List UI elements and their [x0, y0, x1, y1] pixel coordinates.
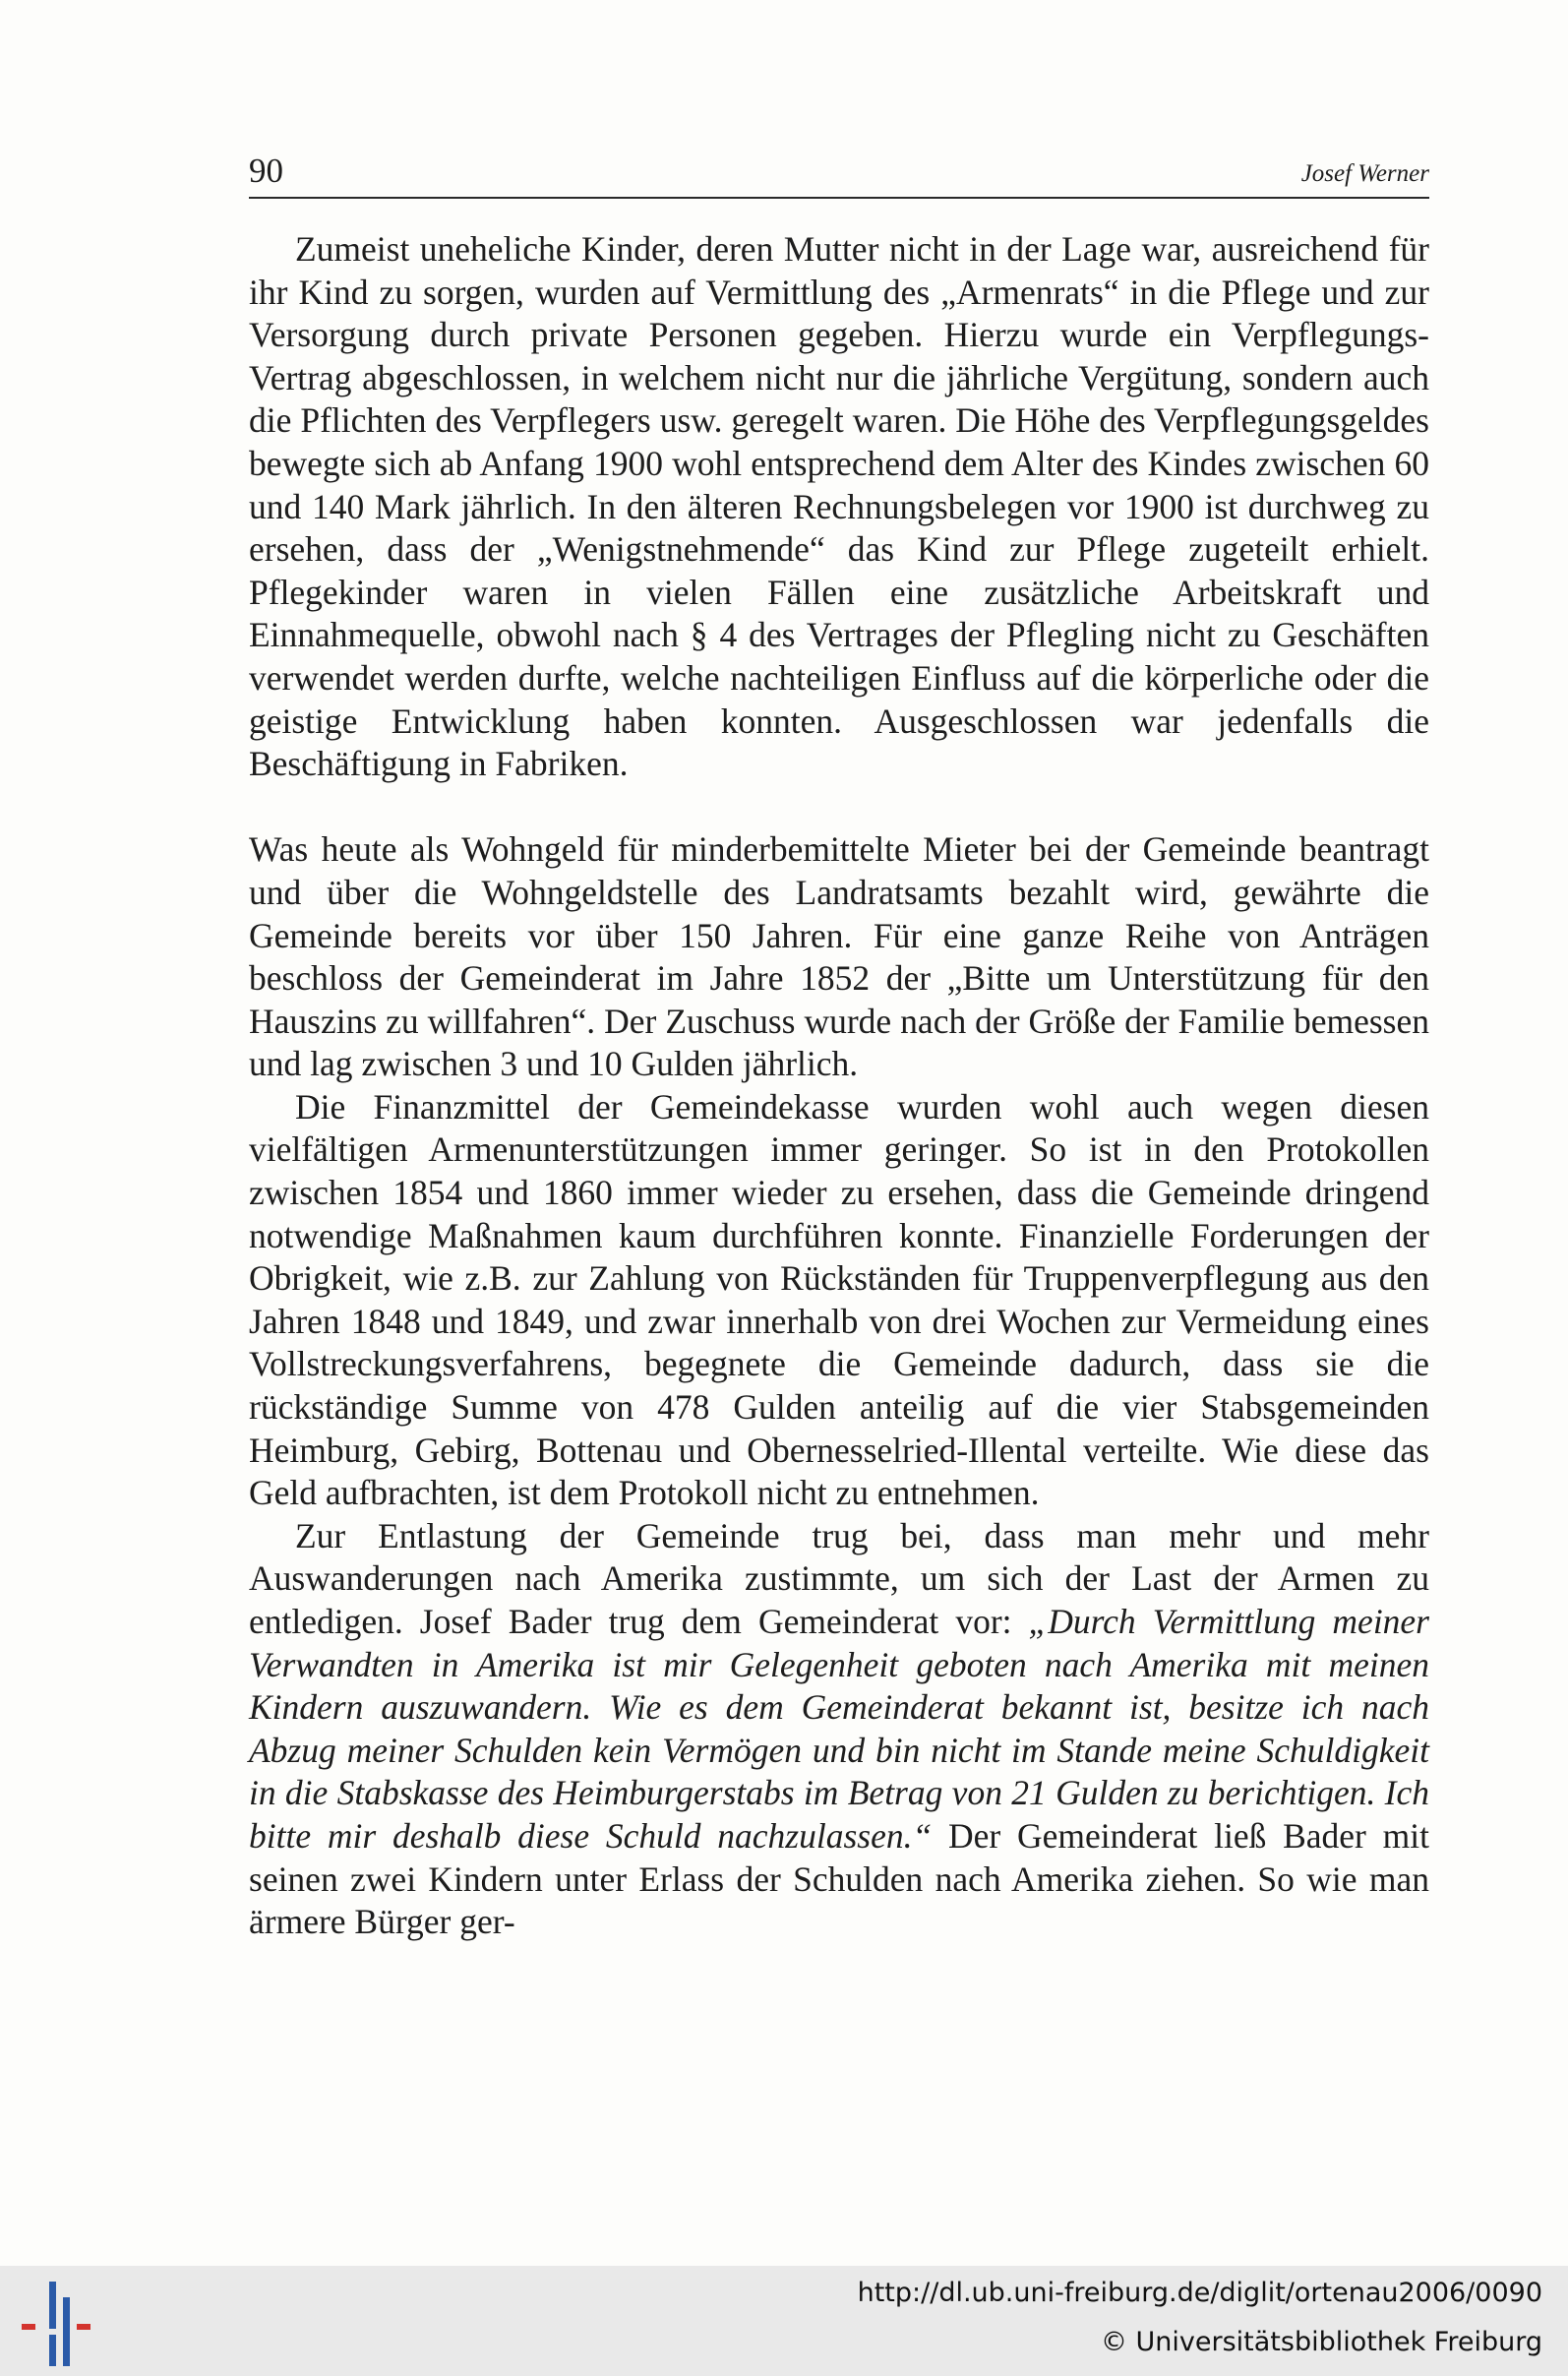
page-number: 90 — [249, 152, 283, 190]
running-head-author: Josef Werner — [1300, 160, 1429, 187]
copyright-notice: © Universitätsbibliothek Freiburg — [1100, 2327, 1542, 2357]
paragraph-emigration — [249, 1515, 1429, 1944]
emigration-outcome: Der Gemeinderat ließ Bader mit seinen zwei Kindern unter Erlass der Schulden nach Amerika ziehen. So wie man ärmere Bürger ger- — [249, 1815, 1429, 1942]
permalink-url[interactable]: http://dl.ub.uni-freiburg.de/diglit/ortenau2006/0090 — [857, 2278, 1542, 2308]
paragraph-housing-allowance: Was heute als Wohngeld für minderbemittelte Mieter bei der Gemeinde beantragt und über die Wohngeldstelle des Landratsamts bezahlt wird, gewährte die Gemeinde bereits vor über 150 Jahren. Für eine ganze Reihe von Anträgen beschloss der Gemeinderat im Jahre 1852 der „Bitte um Unterstützung für den Hauszins zu willfahren“. Der Zuschuss wurde nach der Größe der Familie bemessen und lag zwischen 3 und 10 Gulden jährlich. — [249, 829, 1429, 1084]
bader-quote: „Durch Vermittlung meiner Verwandten in Amerika ist mir Gelegenheit geboten nach Amerika mit meinen Kindern auszuwandern. Wie es dem Gemeinderat bekannt ist, besitze ich nach Abzug meiner Schulden kein Vermögen und bin nicht im Stande meine Schuldigkeit in die Stabskasse des Heimburgerstabs im Betrag von 21 Gulden zu berichtigen. Ich bitte mir deshalb diese Schuld nachzulassen.“ — [249, 1602, 1429, 1856]
emigration-intro: Zur Entlastung der Gemeinde trug bei, dass man mehr und mehr Auswanderungen nach Amerika zustimmte, um sich der Last der Armen zu entledigen. Josef Bader trug dem Gemeinderat vor: — [249, 1515, 1429, 1641]
digital-library-footer — [0, 2266, 1568, 2376]
ub-freiburg-logo-icon — [20, 2280, 98, 2368]
paragraph-foster-children: Zumeist uneheliche Kinder, deren Mutter nicht in der Lage war, ausreichend für ihr Kind zu sorgen, wurden auf Vermittlung des „Armenrats“ in die Pflege und zur Versorgung durch private Personen gegeben. Hierzu wurde ein Verpflegungs-Vertrag abgeschlossen, in welchem nicht nur die jährliche Vergütung, sondern auch die Pflichten des Verpflegers usw. geregelt waren. Die Höhe des Verpflegungsgeldes bewegte sich ab Anfang 1900 wohl entsprechend dem Alter des Kindes zwischen 60 und 140 Mark jährlich. In den älteren Rechnungsbelegen vor 1900 ist durchweg zu ersehen, dass der „Wenigstnehmende“ das Kind zur Pflege zugeteilt erhielt. Pflegekinder waren in vielen Fällen eine zusätzliche Arbeitskraft und Einnahmequelle, obwohl nach § 4 des Vertrages der Pflegling nicht zu Geschäften verwendet werden durfte, welche nachteiligen Einfluss auf die körperliche oder die geistige Entwicklung haben konnten. Ausgeschlossen war jedenfalls die Beschäftigung in Fabriken. — [249, 229, 1429, 784]
page-header — [249, 148, 1429, 199]
paragraph-finances: Die Finanzmittel der Gemeindekasse wurden wohl auch wegen diesen vielfältigen Armenunterstützungen immer geringer. So ist in den Protokollen zwischen 1854 und 1860 immer wieder zu ersehen, dass die Gemeinde dringend notwendige Maßnahmen kaum durchführen konnte. Finanzielle Forderungen der Obrigkeit, wie z.B. zur Zahlung von Rückständen für Truppenverpflegung aus den Jahren 1848 und 1849, und zwar innerhalb von drei Wochen zur Vermeidung eines Vollstreckungsverfahrens, begegnete die Gemeinde dadurch, dass sie die rückständige Summe von 478 Gulden anteilig auf die vier Stabsgemeinden Heimburg, Gebirg, Bottenau und Obernesselried-Illental verteilte. Wie diese das Geld aufbrachten, ist dem Protokoll nicht zu entnehmen. — [249, 1086, 1429, 1513]
body-text — [249, 228, 1429, 1944]
